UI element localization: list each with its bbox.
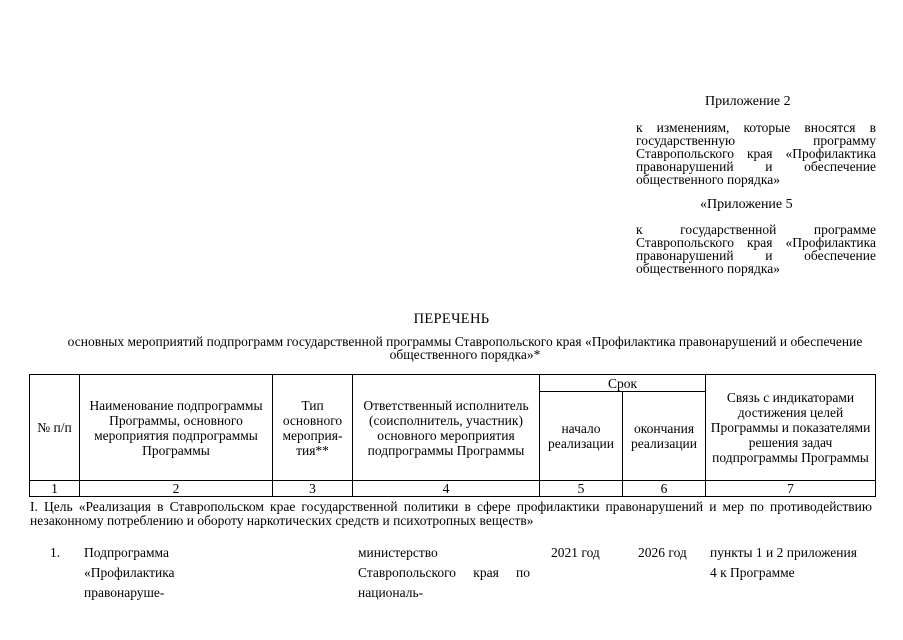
appendix5-text: к государственной программе Ставропольского края «Профилактика правонарушений и обеспечение общественного порядка»	[636, 222, 876, 276]
column-number: 7	[706, 481, 876, 497]
header-executor: Ответственный исполнитель (соисполнитель, участник) основного мероприятия подпрограммы Программы	[353, 375, 540, 481]
column-number: 1	[30, 481, 80, 497]
header-num: № п/п	[30, 375, 80, 481]
document-title: ПЕРЕЧЕНЬ	[413, 311, 490, 327]
header-start: начало реализации	[540, 392, 623, 481]
header-link: Связь с индикаторами достижения целей Программы и показателями решения задач подпрограммы Программы	[706, 375, 876, 481]
row-name: Подпрограмма «Профилактика правонаруше-	[84, 545, 175, 600]
document-subtitle: основных мероприятий подпрограмм государственной программы Ставропольского края «Профилактика правонарушений и обеспечение общественного порядка»*	[67, 334, 863, 362]
goal-heading: I. Цель «Реализация в Ставропольском крае государственной политики в сфере профилактики правонарушений и мер по противодействию незаконному потреблению и обороту наркотических средств и психотропных веществ»	[30, 499, 872, 528]
column-number: 3	[273, 481, 353, 497]
row-number: 1.	[50, 545, 61, 560]
row-link: пункты 1 и 2 приложения 4 к Программе	[710, 545, 857, 580]
appendix-text: к изменениям, которые вносятся в государственную программу Ставропольского края «Профилактика правонарушений и обеспечение общественного порядка»	[636, 120, 876, 187]
header-term: Срок	[540, 375, 706, 392]
row-end: 2026 год	[638, 545, 687, 560]
column-number: 2	[80, 481, 273, 497]
header-end: окончания реализации	[623, 392, 706, 481]
header-type: Тип основного мероприя-тия**	[273, 375, 353, 481]
column-number: 6	[623, 481, 706, 497]
header-name: Наименование подпрограммы Программы, основного мероприятия подпрограммы Программы	[80, 375, 273, 481]
appendix5-title: «Приложение 5	[700, 197, 793, 212]
activities-table	[29, 374, 876, 497]
column-number: 4	[353, 481, 540, 497]
row-start: 2021 год	[551, 545, 600, 560]
column-number: 5	[540, 481, 623, 497]
row-executor: министерство Ставропольского края по националь-	[358, 545, 530, 600]
appendix-title: Приложение 2	[705, 94, 791, 109]
